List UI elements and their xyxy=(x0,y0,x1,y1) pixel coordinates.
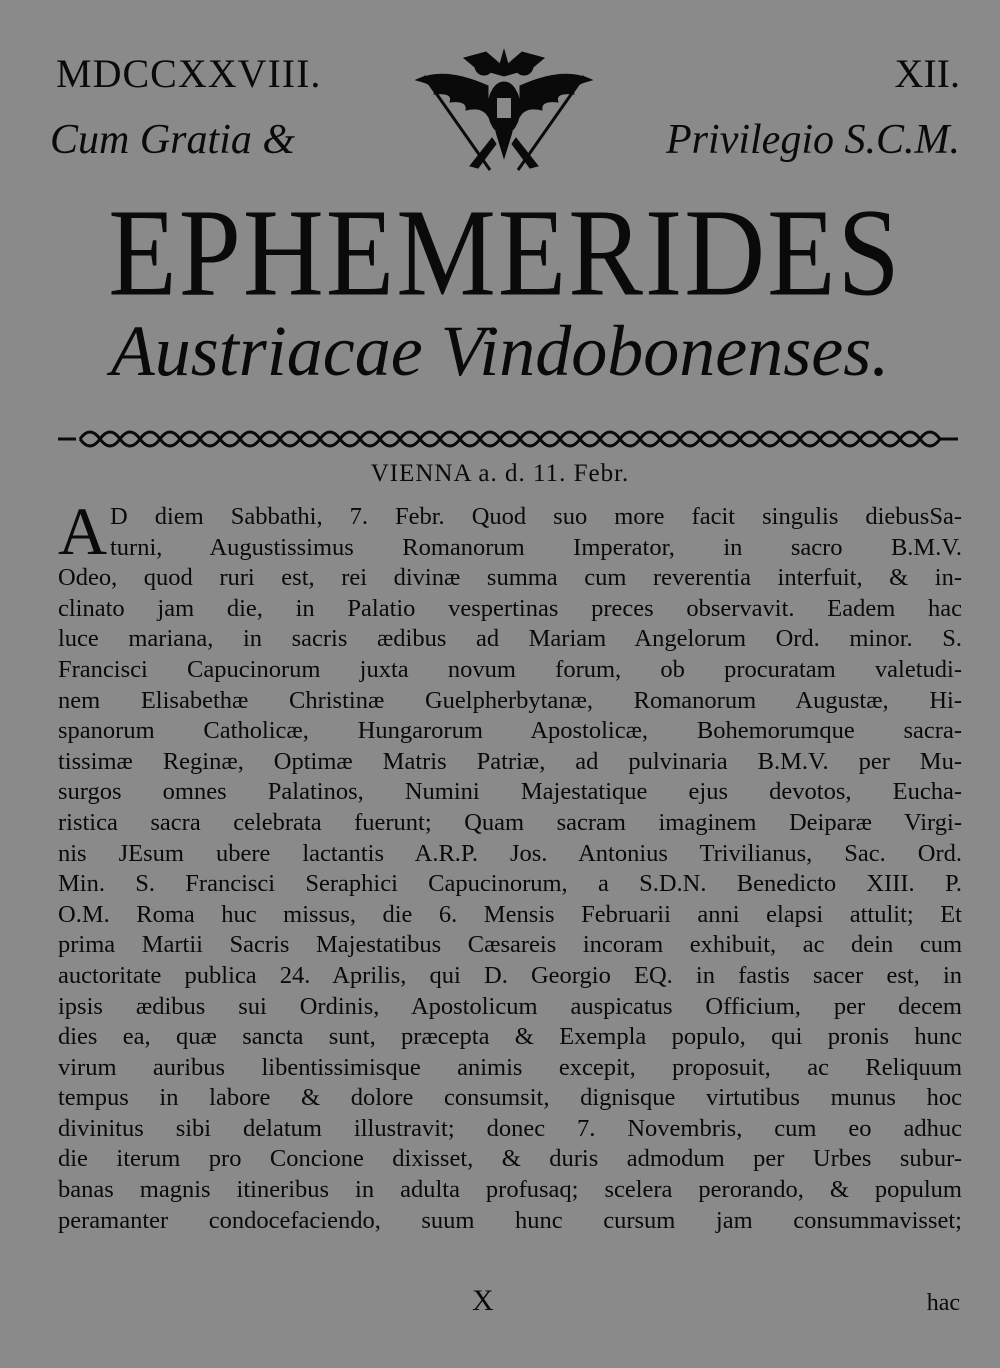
article-line: Odeo, quod ruri est, rei divinæ summa cum reverentia interfuit, & in- xyxy=(58,564,962,592)
year-numeral: MDCCXXVIII. xyxy=(56,51,322,96)
article-line: nis JEsum ubere lactantis A.R.P. Jos. Antonius Trivilianus, Sac. Ord. xyxy=(58,839,962,867)
signature-mark: X xyxy=(472,1284,494,1317)
masthead-title: EPHEMERIDES xyxy=(108,183,902,323)
article-line: luce mariana, in sacris ædibus ad Mariam Angelorum Ord. minor. S. xyxy=(58,625,962,653)
dateline: VIENNA a. d. 11. Febr. xyxy=(370,460,630,487)
privilege-left: Cum Gratia & xyxy=(50,117,296,163)
article-line: O.M. Roma huc missus, die 6. Mensis Februarii anni elapsi attulit; Et xyxy=(58,900,962,928)
article-line: clinato jam die, in Palatio vespertinas preces observavit. Eadem hac xyxy=(58,594,962,622)
article-line: spanorum Catholicæ, Hungarorum Apostolicæ, Bohemorumque sacra- xyxy=(58,717,962,745)
article-line: peramanter condocefaciendo, suum hunc cursum jam consummavisset; xyxy=(58,1206,962,1234)
article-line: surgos omnes Palatinos, Numini Majestatique ejus devotos, Eucha- xyxy=(58,778,962,806)
article-line: die iterum pro Concione dixisset, & duris admodum per Urbes subur- xyxy=(58,1145,962,1173)
article-line: Min. S. Francisci Seraphici Capucinorum, a S.D.N. Benedicto XIII. P. xyxy=(58,870,962,898)
article-line: D diem Sabbathi, 7. Febr. Quod suo more facit singulis diebusSa- xyxy=(110,503,962,530)
issue-number: XII. xyxy=(894,51,960,96)
article-line: tissimæ Reginæ, Optimæ Matris Patriæ, ad pulvinaria B.M.V. per Mu- xyxy=(58,747,962,775)
article-line: turni, Augustissimus Romanorum Imperator, in sacro B.M.V. xyxy=(110,533,962,561)
article-line: ristica sacra celebrata fuerunt; Quam sacram imaginem Deiparæ Virgi- xyxy=(58,808,962,836)
article-line: Francisci Capucinorum juxta novum forum, ob procuratam valetudi- xyxy=(58,655,962,683)
article-line: tempus in labore & dolore consumsit, dignisque virtutibus munus hoc xyxy=(58,1084,962,1112)
article-line: prima Martii Sacris Majestatibus Cæsareis incoram exhibuit, ac dein cum xyxy=(58,931,962,959)
article-line: ipsis ædibus sui Ordinis, Apostolicum auspicatus Officium, per decem xyxy=(58,992,962,1020)
catchword: hac xyxy=(926,1290,960,1316)
article-line: auctoritate publica 24. Aprilis, qui D. Georgio EQ. in fastis sacer est, in xyxy=(58,961,962,989)
article-line: divinitus sibi delatum illustravit; donec 7. Novembris, cum eo adhuc xyxy=(58,1114,962,1142)
privilege-right: Privilegio S.C.M. xyxy=(666,117,960,163)
article-line: virum auribus libentissimisque animis excepit, proposuit, ac Reliquum xyxy=(58,1053,962,1081)
article-body xyxy=(58,493,962,1236)
article-line: nem Elisabethæ Christinæ Guelpherbytanæ, Romanorum Augustæ, Hi- xyxy=(58,686,962,714)
ornamental-rule xyxy=(58,424,958,454)
double-headed-eagle-icon xyxy=(404,46,604,176)
article-line: dies ea, quæ sancta sunt, præcepta & Exempla populo, qui pronis hunc xyxy=(58,1023,962,1051)
article-line: banas magnis itineribus in adulta profusaq; scelera perorando, & populum xyxy=(58,1176,962,1204)
drop-cap: A xyxy=(58,493,108,569)
masthead-subtitle: Austriacae Vindobonenses. xyxy=(110,311,890,391)
